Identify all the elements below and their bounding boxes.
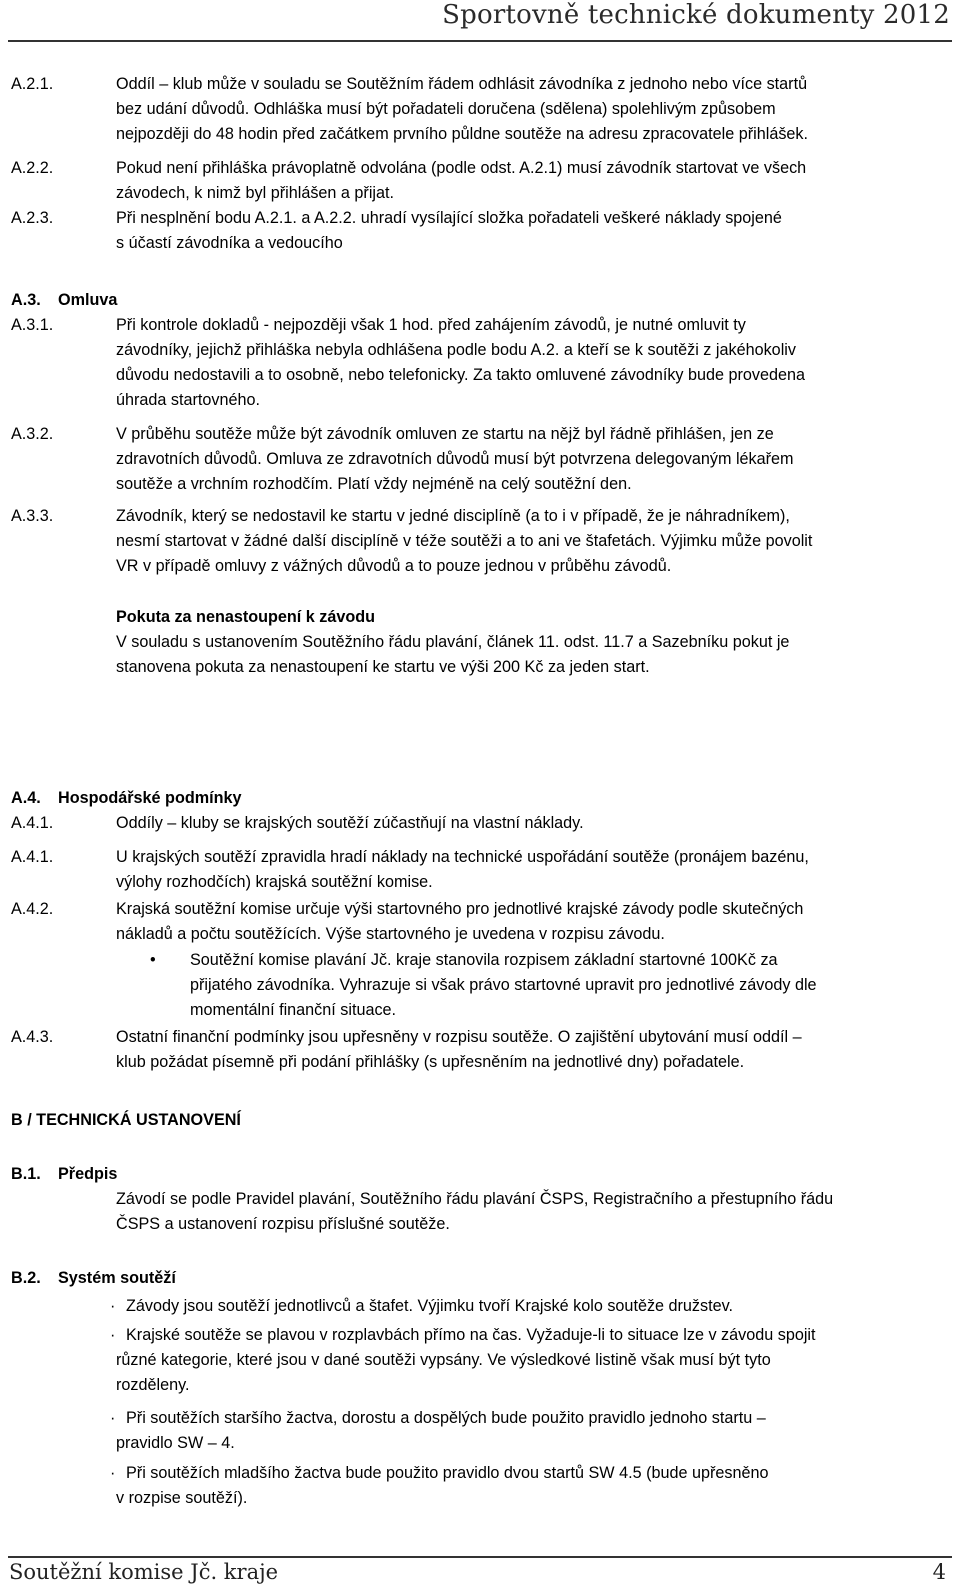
item-line: nákladů a počtu soutěžících. Výše startovného je uvedena v rozpisu závodu. <box>116 925 665 943</box>
item-number: A.2.3. <box>11 209 54 227</box>
dot-line: Závody jsou soutěží jednotlivců a štafet. Výjimku tvoří Krajské kolo soutěže družstev. <box>126 1297 734 1315</box>
bullet-icon: • <box>150 951 156 969</box>
section-number: A.3. <box>11 291 41 309</box>
page-number: 4 <box>932 1560 946 1584</box>
item-line: U krajských soutěží zpravidla hradí náklady na technické uspořádání soutěže (pronájem bazénu, <box>116 848 809 866</box>
item-number: A.2.1. <box>11 75 54 93</box>
item-line: s účastí závodníka a vedoucího <box>116 234 343 252</box>
penalty-line: V souladu s ustanovením Soutěžního řádu plavání, článek 11. odst. 11.7 a Sazebníku pokut je <box>116 633 790 651</box>
penalty-title: Pokuta za nenastoupení k závodu <box>116 608 376 626</box>
dot-line: Při soutěžích staršího žactva, dorostu a dospělých bude použito pravidlo jednoho startu – <box>126 1409 766 1427</box>
item-number: A.4.2. <box>11 900 54 918</box>
section-number: B.2. <box>11 1269 41 1287</box>
item-line: Oddíl – klub může v souladu se Soutěžním řádem odhlásit závodníka z jednoho nebo více startů <box>116 75 808 93</box>
item-line: nejpozději do 48 hodin před začátkem prvního půldne soutěže na adresu zpracovatele přihlášek. <box>116 125 809 143</box>
section-title: B / TECHNICKÁ USTANOVENÍ <box>11 1111 241 1129</box>
item-line: klub požádat písemně při podání přihlášky (s upřesněním na jednotlivé dny) pořadatele. <box>116 1053 745 1071</box>
dot-icon: · <box>110 1409 116 1427</box>
dot-icon: · <box>110 1297 116 1315</box>
footer-organization: Soutěžní komise Jč. kraje <box>9 1560 279 1584</box>
item-number: A.3.3. <box>11 507 54 525</box>
item-line: Krajská soutěžní komise určuje výši startovného pro jednotlivé krajské závody podle skutečných <box>116 900 804 918</box>
section-number: B.1. <box>11 1165 41 1183</box>
item-line: V průběhu soutěže může být závodník omluven ze startu na nějž byl řádně přihlášen, jen ze <box>116 425 774 443</box>
item-line: zdravotních důvodů. Omluva ze zdravotních důvodů musí být potvrzena delegovaným lékařem <box>116 450 794 468</box>
item-line: Závodí se podle Pravidel plavání, Soutěžního řádu plavání ČSPS, Registračního a přestupního řádu <box>116 1190 834 1208</box>
item-line: úhrada startovného. <box>116 391 260 409</box>
bullet-line: momentální finanční situace. <box>190 1001 397 1019</box>
item-number: A.4.3. <box>11 1028 54 1046</box>
dot-icon: · <box>110 1464 116 1482</box>
bullet-line: Soutěžní komise plavání Jč. kraje stanovila rozpisem základní startovné 100Kč za <box>190 951 778 969</box>
item-line: Závodník, který se nedostavil ke startu v jedné disciplíně (a to i v případě, že je náhradníkem), <box>116 507 790 525</box>
item-line: důvodu nedostavili a to osobně, nebo telefonicky. Za takto omluvené závodníky bude provedena <box>116 366 806 384</box>
section-number: A.4. <box>11 789 41 807</box>
item-line: Ostatní finanční podmínky jsou upřesněny v rozpisu soutěže. O zajištění ubytování musí oddíl – <box>116 1028 802 1046</box>
dot-line: rozděleny. <box>116 1376 190 1394</box>
section-title: Omluva <box>58 291 118 309</box>
header-divider <box>8 40 952 42</box>
section-title: Systém soutěží <box>58 1269 176 1287</box>
item-line: Při nesplnění bodu A.2.1. a A.2.2. uhradí vysílající složka pořadateli veškeré náklady spojené <box>116 209 782 227</box>
item-line: Pokud není přihláška právoplatně odvolána (podle odst. A.2.1) musí závodník startovat ve všech <box>116 159 807 177</box>
header-title: Sportovně technické dokumenty 2012 <box>442 0 950 30</box>
dot-line: Krajské soutěže se plavou v rozplavbách přímo na čas. Vyžaduje-li to situace lze v závodu spojit <box>126 1326 816 1344</box>
dot-line: pravidlo SW – 4. <box>116 1434 235 1452</box>
dot-line: různé kategorie, které jsou v dané soutěži vypsány. Ve výsledkové listině však musí být tyto <box>116 1351 771 1369</box>
item-line: závodech, k nimž byl přihlášen a přijat. <box>116 184 395 202</box>
footer-divider <box>8 1556 952 1558</box>
item-line: výlohy rozhodčích) krajská soutěžní komise. <box>116 873 433 891</box>
item-line: VR v případě omluvy z vážných důvodů a to pouze jednou v průběhu závodů. <box>116 557 672 575</box>
dot-line: v rozpise soutěží). <box>116 1489 248 1507</box>
dot-icon: · <box>110 1326 116 1344</box>
section-title: Hospodářské podmínky <box>58 789 242 807</box>
item-line: Oddíly – kluby se krajských soutěží zúčastňují na vlastní náklady. <box>116 814 584 832</box>
item-number: A.2.2. <box>11 159 54 177</box>
item-number: A.3.2. <box>11 425 54 443</box>
item-line: ČSPS a ustanovení rozpisu příslušné soutěže. <box>116 1215 450 1233</box>
item-number: A.4.1. <box>11 814 54 832</box>
item-number: A.3.1. <box>11 316 54 334</box>
item-number: A.4.1. <box>11 848 54 866</box>
item-line: nesmí startovat v žádné další disciplíně v téže soutěži a to ani ve štafetách. Výjimku může povolit <box>116 532 813 550</box>
dot-line: Při soutěžích mladšího žactva bude použito pravidlo dvou startů SW 4.5 (bude upřesněno <box>126 1464 769 1482</box>
penalty-line: stanovena pokuta za nenastoupení ke startu ve výši 200 Kč za jeden start. <box>116 658 650 676</box>
item-line: soutěže a vrchním rozhodčím. Platí vždy nejméně na celý soutěžní den. <box>116 475 632 493</box>
section-title: Předpis <box>58 1165 118 1183</box>
bullet-line: přijatého závodníka. Vyhrazuje si však právo startovné upravit pro jednotlivé závody dle <box>190 976 817 994</box>
item-line: závodníky, jejichž přihláška nebyla odhlášena podle bodu A.2. a kteří se k soutěži z jakéhokoliv <box>116 341 796 359</box>
item-line: bez udání důvodů. Odhláška musí být pořadateli doručena (sdělena) spolehlivým způsobem <box>116 100 776 118</box>
item-line: Při kontrole dokladů - nejpozději však 1 hod. před zahájením závodů, je nutné omluvit ty <box>116 316 746 334</box>
